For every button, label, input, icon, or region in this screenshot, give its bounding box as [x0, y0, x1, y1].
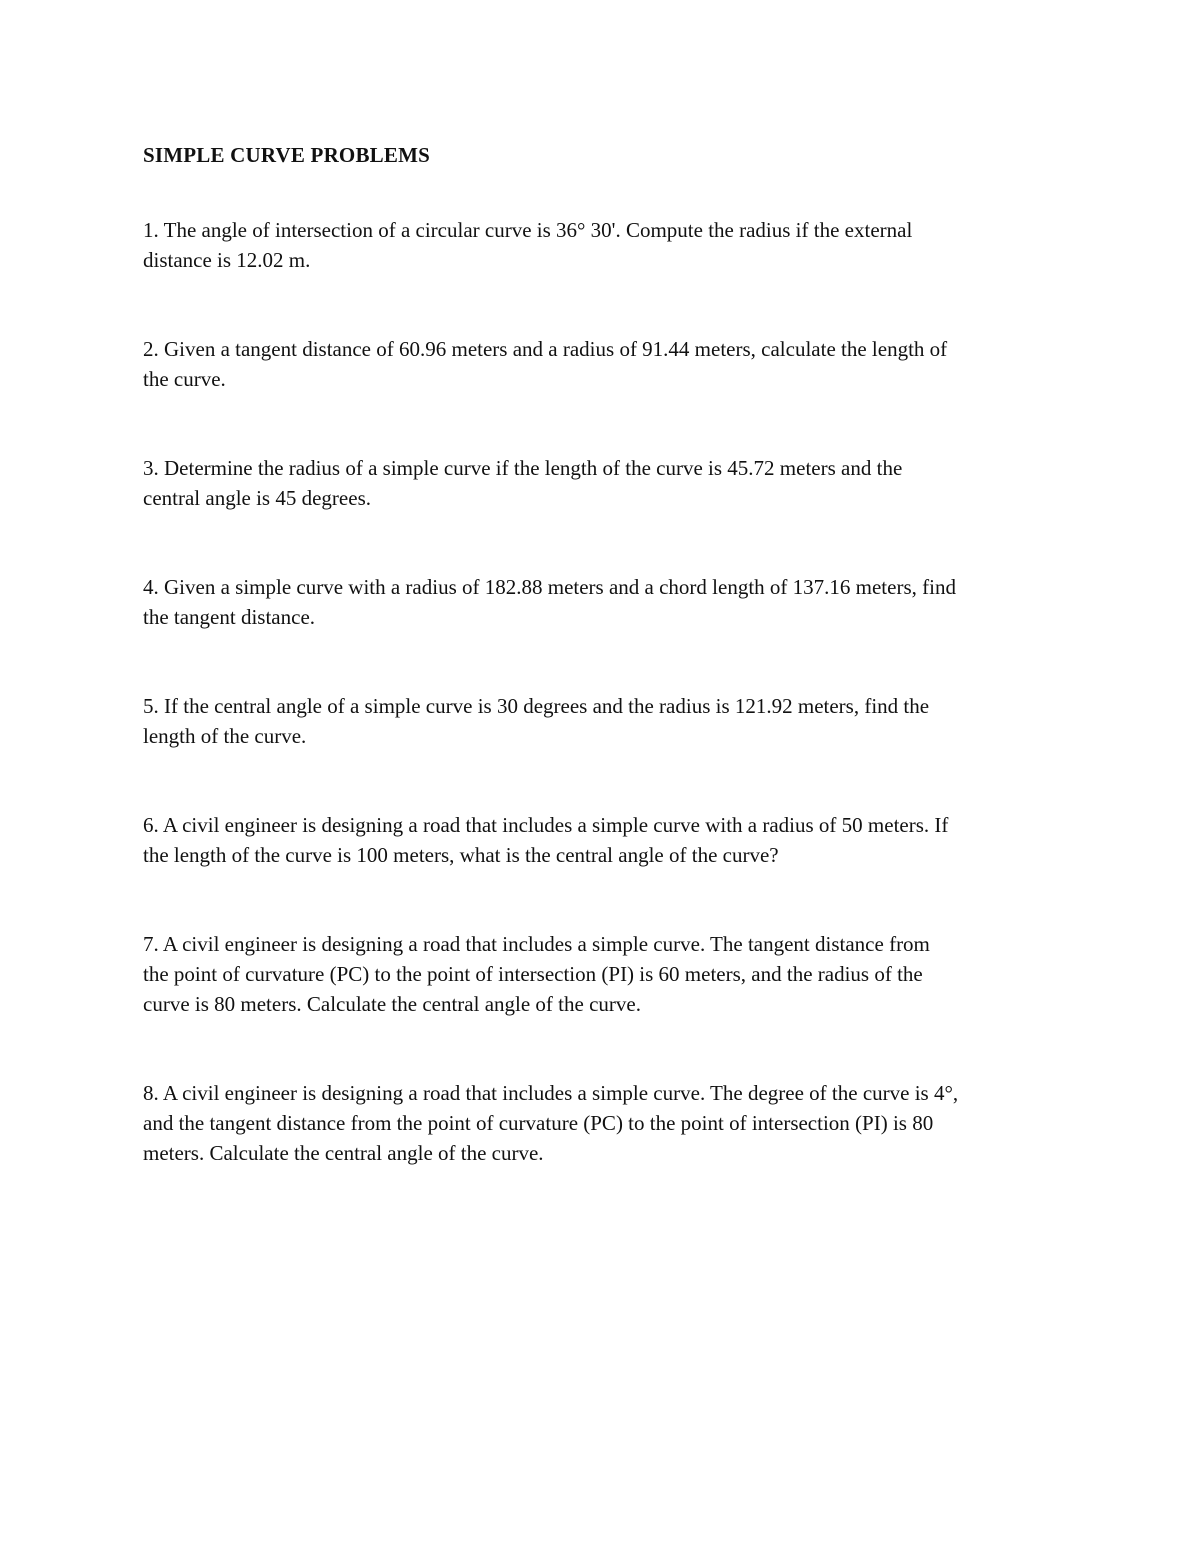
problem-7-line-3: curve is 80 meters. Calculate the central angle of the curve.: [143, 992, 641, 1016]
problem-5-line-1: 5. If the central angle of a simple curve is 30 degrees and the radius is 121.92 meters, find the: [143, 694, 930, 718]
problem-1: [143, 215, 1063, 275]
problem-7-line-1: 7. A civil engineer is designing a road that includes a simple curve. The tangent distance from: [143, 932, 930, 956]
problem-4-line-1: 4. Given a simple curve with a radius of 182.88 meters and a chord length of 137.16 meters, find: [143, 575, 956, 599]
problem-2: [143, 334, 1063, 394]
problem-3-line-1: 3. Determine the radius of a simple curve if the length of the curve is 45.72 meters and the: [143, 456, 903, 480]
problem-3-line-2: central angle is 45 degrees.: [143, 486, 371, 510]
problem-7-line-2: the point of curvature (PC) to the point of intersection (PI) is 60 meters, and the radius of the: [143, 962, 923, 986]
problem-6-line-2: the length of the curve is 100 meters, what is the central angle of the curve?: [143, 843, 779, 867]
problem-5-line-2: length of the curve.: [143, 724, 307, 748]
problem-4-line-2: the tangent distance.: [143, 605, 316, 629]
problem-8-line-3: meters. Calculate the central angle of the curve.: [143, 1141, 544, 1165]
problem-4: [143, 572, 1063, 632]
problem-2-line-1: 2. Given a tangent distance of 60.96 meters and a radius of 91.44 meters, calculate the length of: [143, 337, 948, 361]
problem-8-line-1: 8. A civil engineer is designing a road that includes a simple curve. The degree of the curve is 4°,: [143, 1081, 959, 1105]
problem-1-line-2: distance is 12.02 m.: [143, 248, 311, 272]
document-title: SIMPLE CURVE PROBLEMS: [143, 143, 430, 167]
problem-3: [143, 453, 1063, 513]
problem-1-line-1: 1. The angle of intersection of a circular curve is 36° 30'. Compute the radius if the external: [143, 218, 913, 242]
problem-5: [143, 691, 1063, 751]
problem-6-line-1: 6. A civil engineer is designing a road that includes a simple curve with a radius of 50 meters. If: [143, 813, 949, 837]
problem-2-line-2: the curve.: [143, 367, 226, 391]
problem-6: [143, 810, 1063, 870]
problem-8-line-2: and the tangent distance from the point of curvature (PC) to the point of intersection (PI) is 80: [143, 1111, 934, 1135]
problem-8: [143, 1078, 1063, 1168]
problem-7: [143, 929, 1063, 1019]
